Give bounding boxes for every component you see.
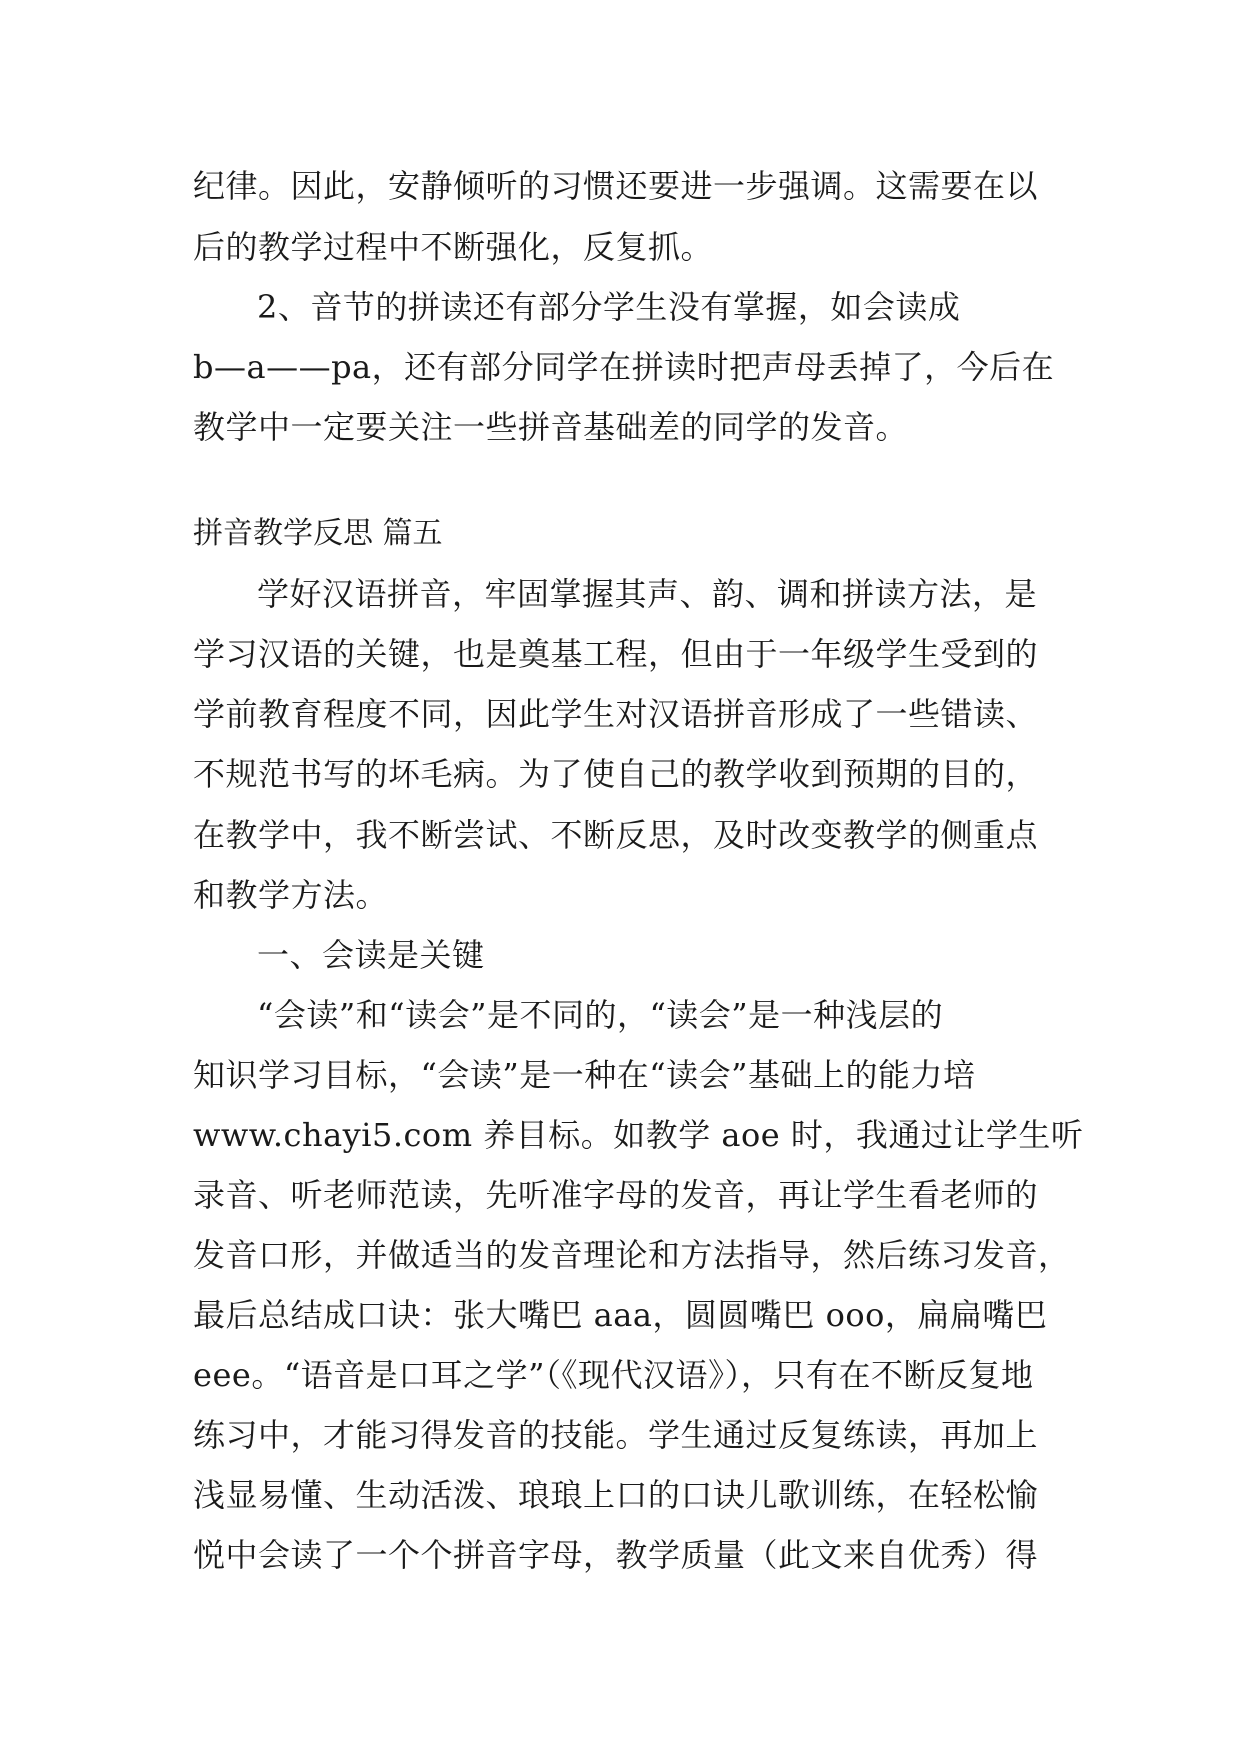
text-line: 发音口形，并做适当的发音理论和方法指导，然后练习发音， — [193, 1236, 1071, 1274]
text-line: 教学中一定要关注一些拼音基础差的同学的发音。 — [193, 408, 909, 446]
text-line: 不规范书写的坏毛病。为了使自己的教学收到预期的目的， — [193, 755, 1039, 793]
text-line: 学好汉语拼音，牢固掌握其声、韵、调和拼读方法，是 — [257, 575, 1038, 613]
text-line: 浅显易懂、生动活泼、琅琅上口的口诀儿歌训练，在轻松愉 — [193, 1476, 1039, 1514]
text-line: 学习汉语的关键，也是奠基工程，但由于一年级学生受到的 — [193, 635, 1039, 673]
text-line: eee。“语音是口耳之学”（《现代汉语》），只有在不断反复地 — [193, 1356, 1034, 1394]
text-line: 悦中会读了一个个拼音字母，教学质量（此文来自优秀）得 — [193, 1536, 1039, 1574]
text-line: b—a——pa，还有部分同学在拼读时把声母丢掉了，今后在 — [193, 348, 1055, 386]
text-line: 知识学习目标，“会读”是一种在“读会”基础上的能力培 — [193, 1056, 976, 1094]
text-line: 后的教学过程中不断强化，反复抓。 — [193, 228, 714, 266]
text-line: 纪律。因此，安静倾听的习惯还要进一步强调。这需要在以 — [193, 167, 1039, 205]
subheading: 一、会读是关键 — [257, 936, 485, 974]
text-line: 最后总结成口诀：张大嘴巴 aaa，圆圆嘴巴 ooo，扁扁嘴巴 — [193, 1296, 1048, 1334]
text-line: 和教学方法。 — [193, 876, 389, 914]
text-line: 练习中，才能习得发音的技能。学生通过反复练读，再加上 — [193, 1416, 1039, 1454]
section-heading: 拼音教学反思 篇五 — [193, 516, 443, 551]
text-line: 学前教育程度不同，因此学生对汉语拼音形成了一些错读、 — [193, 695, 1039, 733]
text-line: www.chayi5.com 养目标。如教学 aoe 时，我通过让学生听 — [193, 1116, 1084, 1154]
text-line: 2、音节的拼读还有部分学生没有掌握，如会读成 — [257, 288, 961, 326]
text-line: 录音、听老师范读，先听准字母的发音，再让学生看老师的 — [193, 1176, 1039, 1214]
text-line: “会读”和“读会”是不同的，“读会”是一种浅层的 — [257, 996, 944, 1034]
text-line: 在教学中，我不断尝试、不断反思，及时改变教学的侧重点 — [193, 816, 1039, 854]
